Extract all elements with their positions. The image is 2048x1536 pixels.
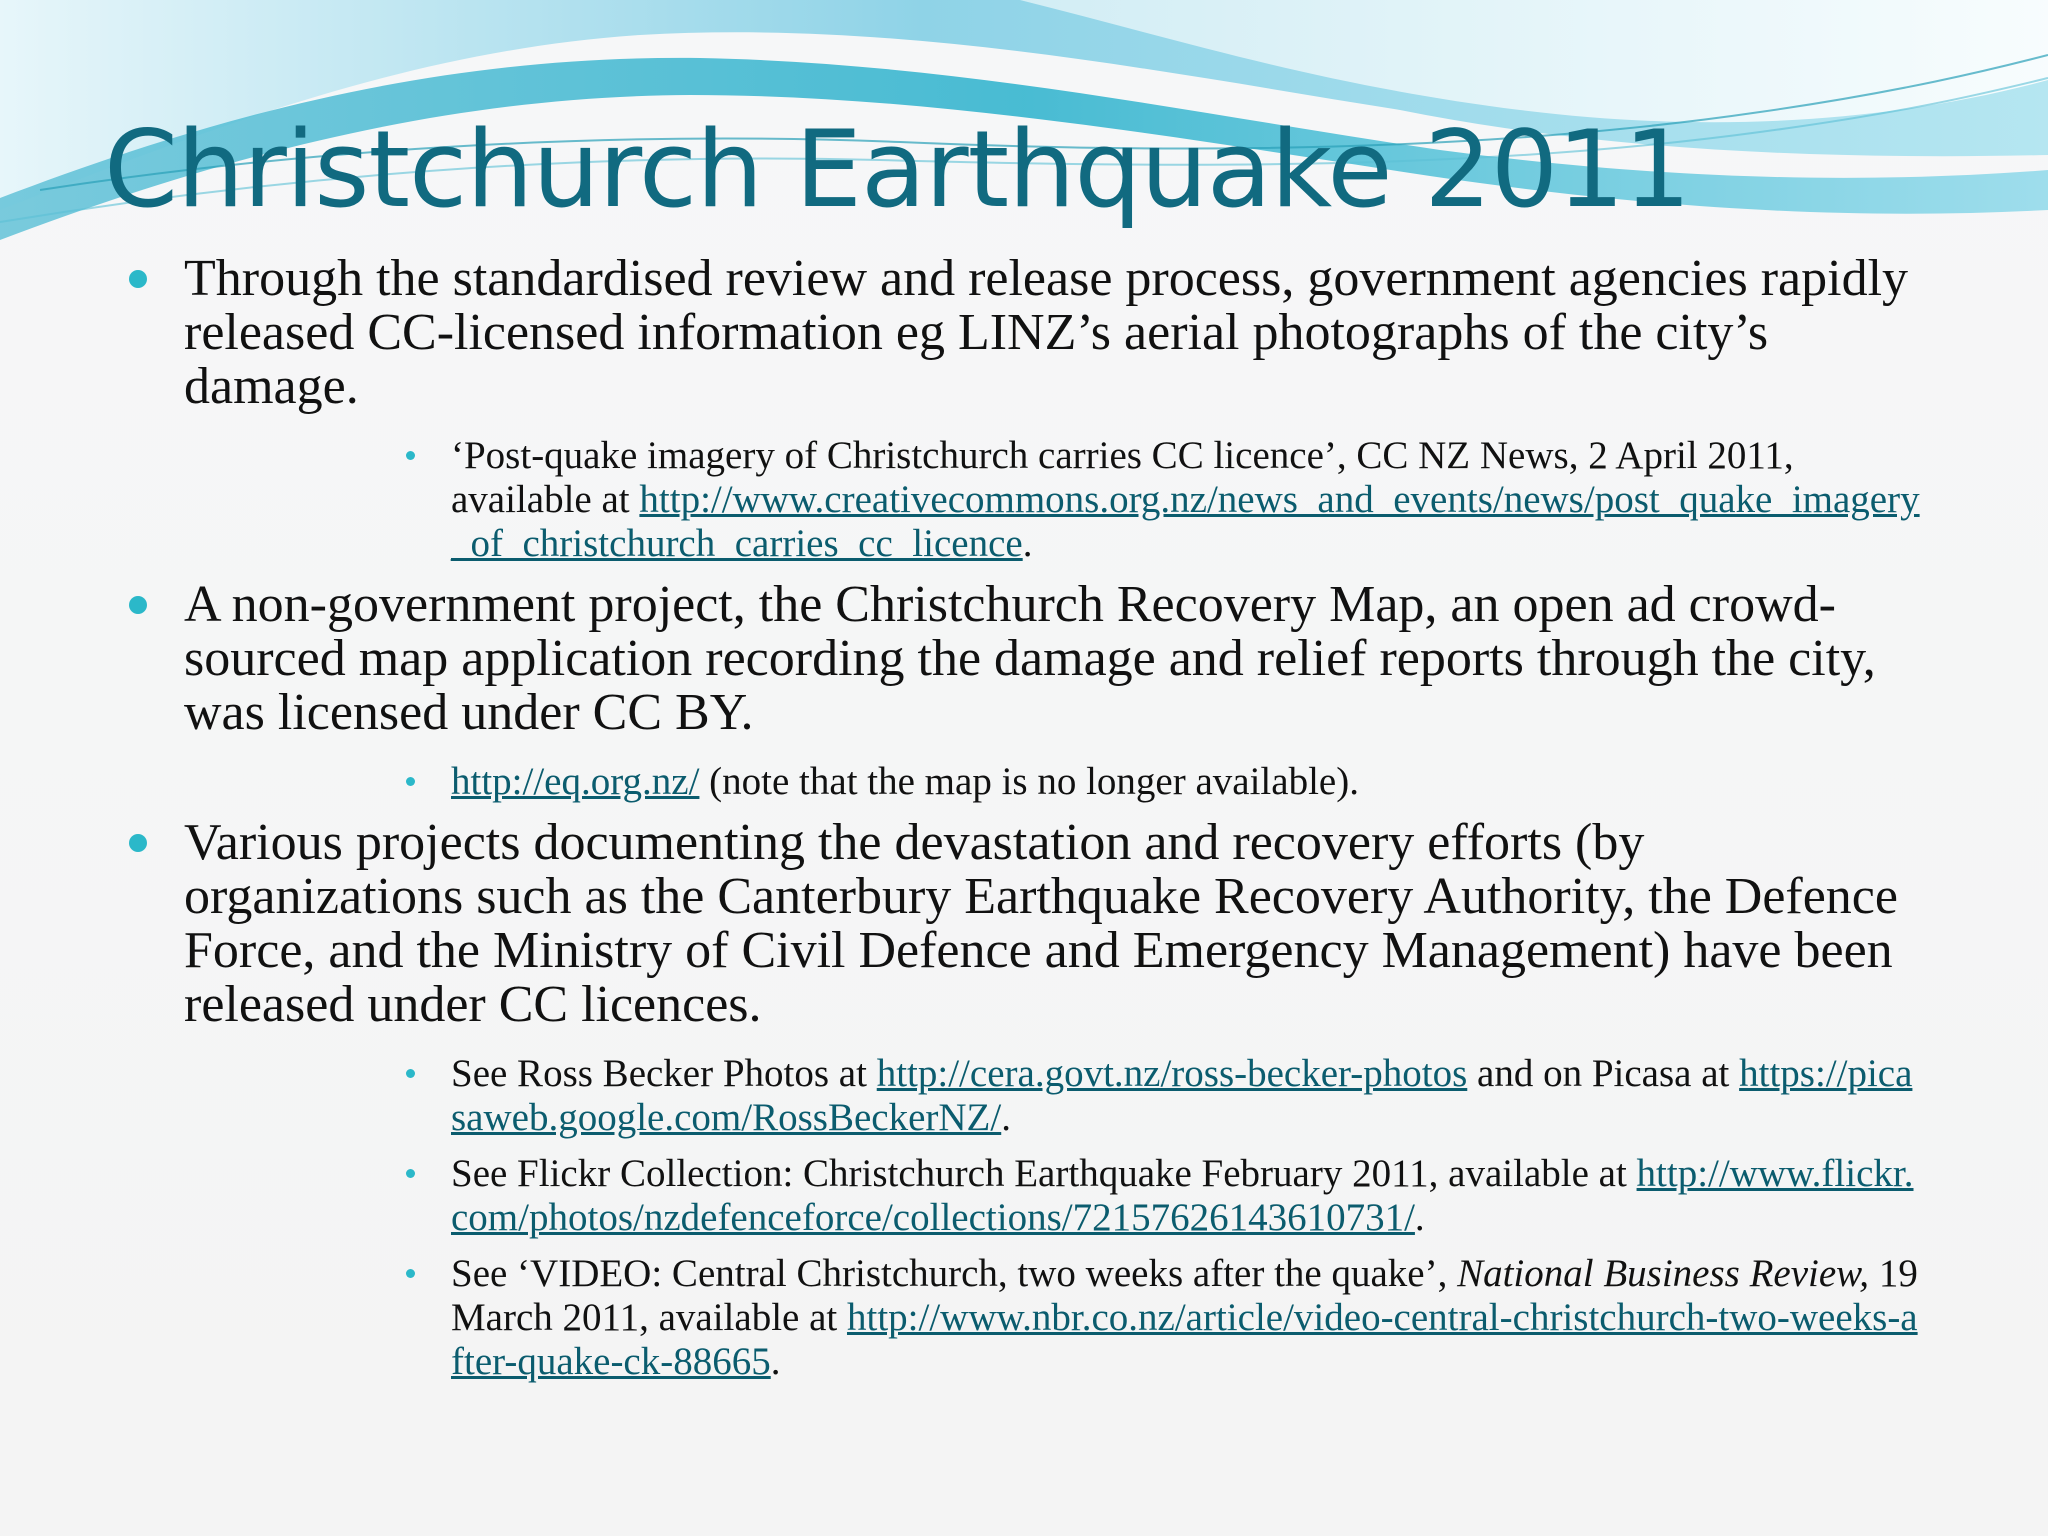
- sub-bullet-text: See Ross Becker Photos at: [451, 1052, 877, 1095]
- bullet-text: Through the standardised review and release process, government agencies rapidly released CC-licensed information eg LINZ’s aerial photographs of the city’s damage.: [184, 250, 1909, 415]
- bullet-government-agencies: [184, 252, 1924, 414]
- slide-content: [0, 252, 2048, 1396]
- sub-list: [0, 1052, 2048, 1384]
- bullet-text: Various projects documenting the devastation and recovery efforts (by organizations such as the Canterbury Earthquake Recovery Authority, the Defence Force, and the Ministry of Civil Defence and Emergency Management) have been released under CC licences.: [184, 814, 1898, 1033]
- bullet-various-projects: [184, 816, 1924, 1032]
- bullet-recovery-map: [184, 578, 1924, 740]
- sub-bullet-postquake-imagery: [451, 434, 1921, 566]
- sub-bullet-flickr: [451, 1152, 1921, 1240]
- sub-bullet-text: ‘Post-quake imagery of Christchurch carries CC licence’, CC NZ News, 2 April 2011, available at: [451, 434, 1794, 521]
- cera-link[interactable]: http://cera.govt.nz/ross-becker-photos: [876, 1052, 1468, 1095]
- sub-bullet-ross-becker: [451, 1052, 1921, 1140]
- sub-bullet-middle: 19 March 2011, available at: [451, 1252, 1918, 1339]
- sub-bullet-suffix: .: [1001, 1096, 1011, 1139]
- sub-bullet-suffix: .: [1414, 1196, 1425, 1239]
- sub-bullet-text: See ‘VIDEO: Central Christchurch, two weeks after the quake’,: [451, 1252, 1458, 1295]
- sub-bullet-nbr-video: [451, 1252, 1921, 1384]
- sub-list: [0, 434, 2048, 566]
- nbr-link[interactable]: http://www.nbr.co.nz/article/video-central-christchurch-two-weeks-after-quake-ck-88665: [451, 1296, 1918, 1383]
- bullet-text: A non-government project, the Christchurch Recovery Map, an open ad crowd-sourced map application recording the damage and relief reports through the city, was licensed under CC BY.: [184, 576, 1876, 741]
- creativecommons-link[interactable]: http://www.creativecommons.org.nz/news_and_events/news/post_quake_imagery_of_christchurch_carries_cc_licence: [451, 478, 1920, 565]
- sub-bullet-italic: National Business Review,: [1457, 1252, 1870, 1295]
- sub-bullet-suffix: (note that the map is no longer available).: [699, 760, 1359, 803]
- sub-bullet-suffix: .: [770, 1340, 781, 1383]
- sub-list: [0, 760, 2048, 804]
- picasa-link[interactable]: https://picasaweb.google.com/RossBeckerNZ/: [451, 1052, 1913, 1139]
- sub-bullet-eq-org: [451, 760, 1921, 804]
- sub-bullet-suffix: .: [1022, 522, 1033, 565]
- sub-bullet-text: See Flickr Collection: Christchurch Earthquake February 2011, available at: [451, 1152, 1637, 1195]
- sub-bullet-middle: and on Picasa at: [1467, 1052, 1740, 1095]
- slide-title: Christchurch Earthquake 2011: [104, 108, 1691, 231]
- eq-org-link[interactable]: http://eq.org.nz/: [451, 760, 700, 803]
- flickr-link[interactable]: http://www.flickr.com/photos/nzdefenceforce/collections/72157626143610731/: [451, 1152, 1914, 1239]
